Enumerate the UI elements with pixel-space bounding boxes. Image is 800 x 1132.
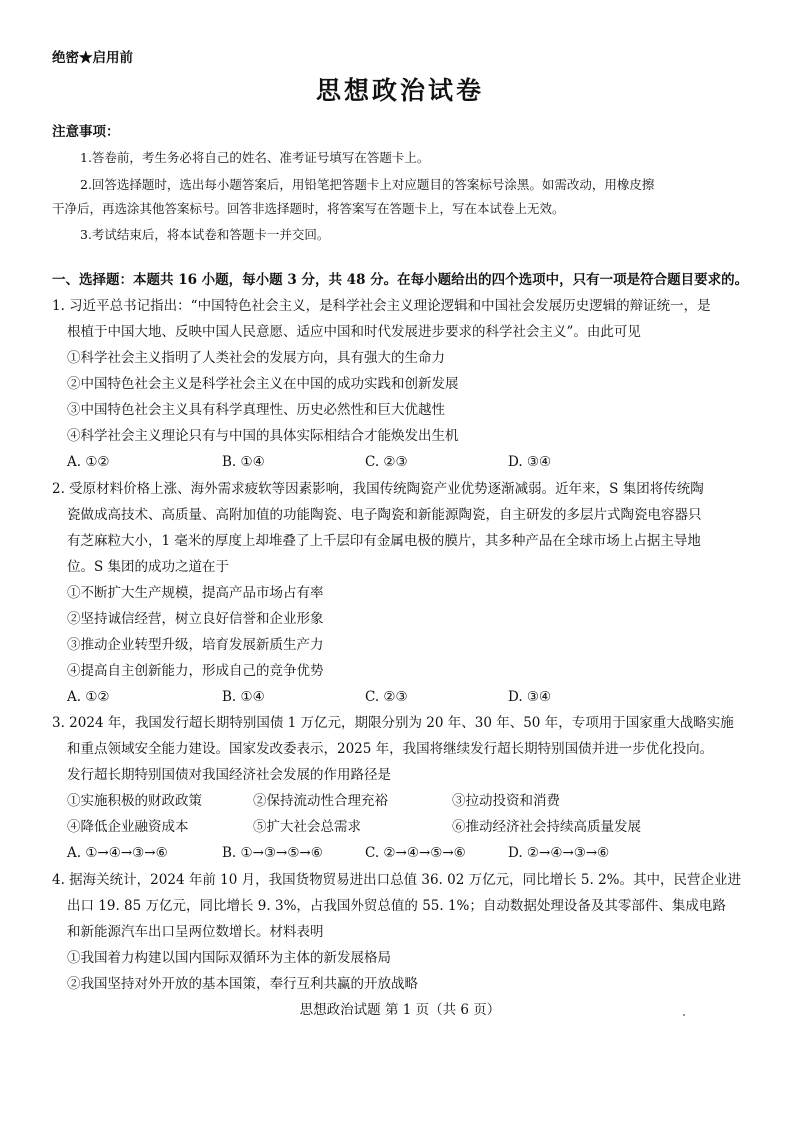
- question-4-stem: 出口 19. 85 万亿元，同比增长 9. 3%，占我国外贸总值的 55. 1%；自动数据处理设备及其零部件、集成电路: [67, 898, 726, 914]
- question-1-option: ①科学社会主义指明了人类社会的发展方向，具有强大的生命力: [67, 350, 445, 366]
- question-2-choice-c: C. ②③: [365, 689, 408, 705]
- question-1-option: ④科学社会主义理论只有与中国的具体实际相结合才能焕发出生机: [67, 428, 459, 444]
- notice-heading: 注意事项：: [52, 124, 120, 140]
- question-2-choice-d: D. ③④: [508, 689, 552, 705]
- page-title: 思想政治试卷: [315, 76, 484, 105]
- question-1-stem: 根植于中国大地、反映中国人民意愿、适应中国和时代发展进步要求的科学社会主义”。由此可见: [67, 324, 641, 340]
- question-3-option: ①实施积极的财政政策: [67, 793, 202, 809]
- question-4-option: ②我国坚持对外开放的基本国策，奉行互利共赢的开放战略: [67, 976, 418, 992]
- question-2-choice-a: A. ①②: [67, 689, 110, 705]
- question-3-choice-d: D. ②→④→③→⑥: [508, 845, 610, 861]
- notice-item: 干净后，再选涂其他答案标号。回答非选择题时，将答案写在答题卡上，写在本试卷上无效。: [52, 201, 565, 216]
- question-2-stem: 2. 受原材料价格上涨、海外需求疲软等因素影响，我国传统陶瓷产业优势逐渐减弱。近年来，S 集团将传统陶: [52, 481, 704, 497]
- notice-item: 2.回答选择题时，选出每小题答案后，用铅笔把答题卡上对应题目的答案标号涂黑。如需改动，用橡皮擦: [80, 177, 655, 192]
- question-3-choice-b: B. ①→③→⑤→⑥: [222, 845, 323, 861]
- question-3-option: ②保持流动性合理充裕: [253, 793, 388, 809]
- question-3-stem: 和重点领域安全能力建设。国家发改委表示，2025 年，我国将继续发行超长期特别国债并进一步优化投向。: [67, 741, 714, 757]
- question-1-option: ③中国特色社会主义具有科学真理性、历史必然性和巨大优越性: [67, 402, 445, 418]
- question-1-option: ②中国特色社会主义是科学社会主义在中国的成功实践和创新发展: [67, 376, 459, 392]
- question-2-stem: 有芝麻粒大小，1 毫米的厚度上却堆叠了上千层印有金属电极的膜片，其多种产品在全球市场上占据主导地: [67, 533, 701, 549]
- question-3-option: ⑤扩大社会总需求: [253, 819, 361, 835]
- question-1-choice-c: C. ②③: [365, 454, 408, 470]
- notice-item: 1.答卷前，考生务必将自己的姓名、准考证号填写在答题卡上。: [80, 150, 430, 165]
- question-2-stem: 瓷做成高技术、高质量、高附加值的功能陶瓷、电子陶瓷和新能源陶瓷，自主研发的多层片式陶瓷电容器只: [67, 507, 702, 523]
- question-1-choice-d: D. ③④: [508, 454, 552, 470]
- question-4-option: ①我国着力构建以国内国际双循环为主体的新发展格局: [67, 950, 391, 966]
- question-3-choice-a: A. ①→④→③→⑥: [67, 845, 168, 861]
- question-3-stem: 发行超长期特别国债对我国经济社会发展的作用路径是: [67, 767, 391, 783]
- notice-item: 3.考试结束后，将本试卷和答题卡一并交回。: [80, 227, 330, 242]
- question-3-choice-c: C. ②→④→⑤→⑥: [365, 845, 466, 861]
- question-4-stem: 和新能源汽车出口呈两位数增长。材料表明: [67, 924, 324, 940]
- question-3-option: ④降低企业融资成本: [67, 819, 189, 835]
- question-2-option: ③推动企业转型升级，培育发展新质生产力: [67, 637, 324, 653]
- question-3-option: ⑥推动经济社会持续高质量发展: [452, 819, 641, 835]
- question-3-stem: 3. 2024 年，我国发行超长期特别国债 1 万亿元，期限分别为 20 年、30 年、50 年，专项用于国家重大战略实施: [52, 715, 734, 731]
- confidential-label: 绝密★启用前: [52, 50, 133, 66]
- section-heading: 一、选择题：本题共 16 小题，每小题 3 分，共 48 分。在每小题给出的四个选项中，只有一项是符合题目要求的。: [52, 272, 749, 288]
- question-2-option: ②坚持诚信经营，树立良好信誉和企业形象: [67, 611, 324, 627]
- question-1-stem: 1. 习近平总书记指出：“中国特色社会主义，是科学社会主义理论逻辑和中国社会发展历史逻辑的辩证统一，是: [52, 298, 711, 314]
- question-4-stem: 4. 据海关统计，2024 年前 10 月，我国货物贸易进出口总值 36. 02 万亿元，同比增长 5. 2%。其中，民营企业进: [52, 872, 741, 888]
- question-1-choice-b: B. ①④: [222, 454, 265, 470]
- question-2-option: ①不断扩大生产规模，提高产品市场占有率: [67, 585, 324, 601]
- question-2-stem: 位。S 集团的成功之道在于: [67, 559, 230, 575]
- question-2-option: ④提高自主创新能力，形成自己的竞争优势: [67, 663, 324, 679]
- question-1-choice-a: A. ①②: [67, 454, 110, 470]
- question-2-choice-b: B. ①④: [222, 689, 265, 705]
- page-footer: 思想政治试题 第 1 页（共 6 页）: [299, 1002, 501, 1018]
- scan-speck: [683, 1014, 685, 1016]
- question-3-option: ③拉动投资和消费: [452, 793, 560, 809]
